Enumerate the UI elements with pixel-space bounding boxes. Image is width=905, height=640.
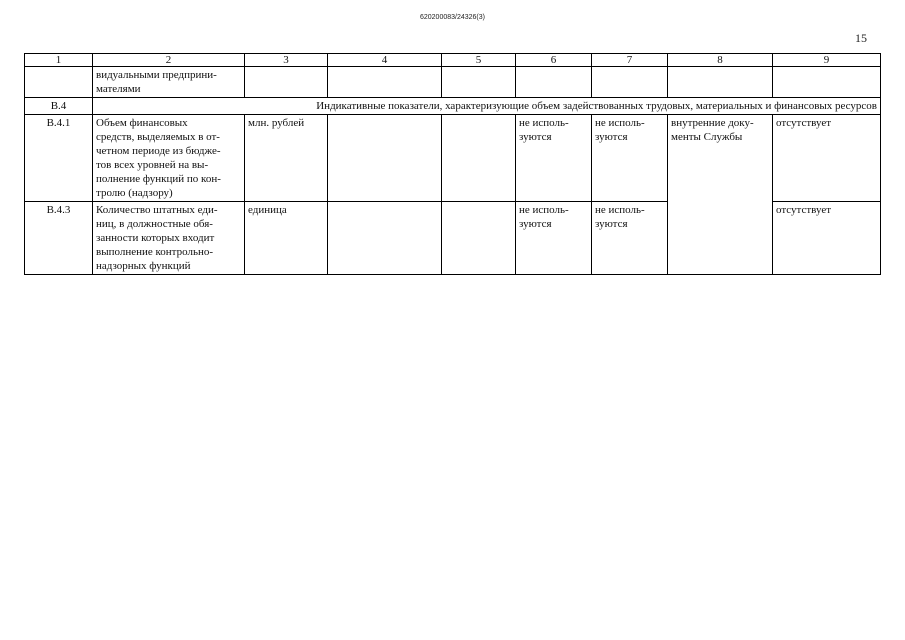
table-cell [328,67,442,98]
table-cell [25,67,93,98]
table-cell [516,67,592,98]
column-header-6: 6 [516,54,592,67]
row-code: В.4.3 [25,202,93,275]
table-row [25,202,881,275]
table-cell [328,202,442,275]
section-row [25,98,881,115]
column-header-5: 5 [442,54,516,67]
column-header-8: 8 [668,54,773,67]
continuation-row [25,67,881,98]
column-header-7: 7 [592,54,668,67]
table-row [25,115,881,202]
column-number-row [25,54,881,67]
indicators-table [24,53,881,275]
row-name: Объем финансовых средств, выделяемых в от- четном периоде из бюдже- тов всех уровней на вы- полнение функций по кон- тролю (надзору) [93,115,245,202]
column-header-4: 4 [328,54,442,67]
table-cell: не исполь- зуются [592,115,668,202]
document-id: 620200083/24326(3) [419,14,485,21]
table-cell: отсутствует [773,202,881,275]
section-code: В.4 [25,98,93,115]
table-cell [668,202,773,275]
table-cell [442,67,516,98]
table-cell [442,115,516,202]
row-name: Количество штатных еди- ниц, в должностные обя- занности которых входит выполнение контрольно- надзорных функций [93,202,245,275]
table-cell: не исполь- зуются [516,115,592,202]
table-cell [773,67,881,98]
column-header-2: 2 [93,54,245,67]
table-cell: отсутствует [773,115,881,202]
page-number: 15 [855,31,867,45]
table-cell: не исполь- зуются [592,202,668,275]
row-code: В.4.1 [25,115,93,202]
table-cell: не исполь- зуются [516,202,592,275]
table-cell: видуальными предприни- мателями [93,67,245,98]
table-cell [668,67,773,98]
table-cell [328,115,442,202]
table-cell: внутренние доку- менты Службы [668,115,773,202]
row-unit: единица [245,202,328,275]
table-cell [245,67,328,98]
table-cell [592,67,668,98]
column-header-9: 9 [773,54,881,67]
table-cell [442,202,516,275]
row-unit: млн. рублей [245,115,328,202]
column-header-3: 3 [245,54,328,67]
column-header-1: 1 [25,54,93,67]
section-title: Индикативные показатели, характеризующие объем задействованных трудовых, материальных и финансовых ресурсов [93,98,881,115]
